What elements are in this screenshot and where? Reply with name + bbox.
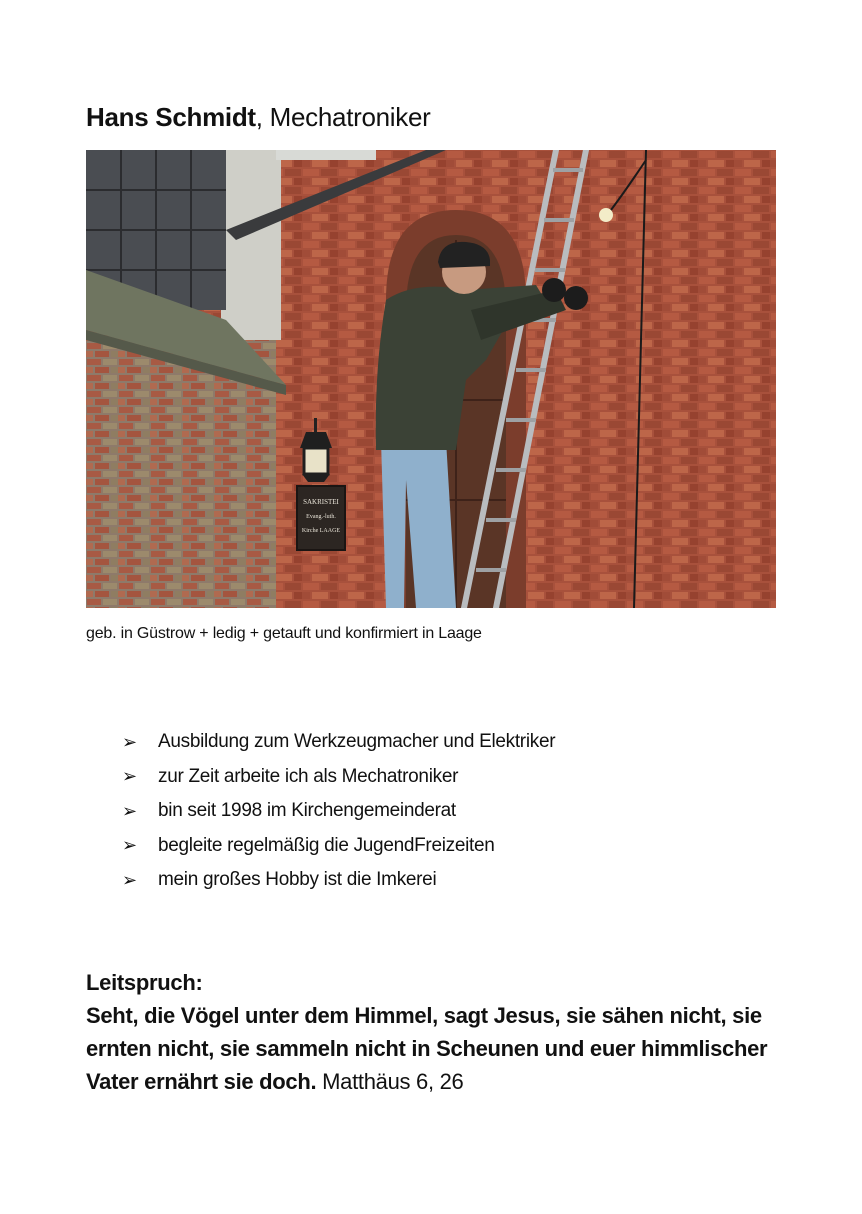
list-item — [122, 829, 555, 864]
list-item-text: mein großes Hobby ist die Imkerei — [158, 869, 437, 891]
arrow-bullet-icon: ➢ — [122, 835, 137, 856]
bullet-list — [122, 725, 555, 898]
photo-caption: geb. in Güstrow + ledig + getauft und konfirmiert in Laage — [86, 625, 482, 642]
list-item-text: zur Zeit arbeite ich als Mechatroniker — [158, 765, 459, 787]
motto-section — [86, 966, 786, 1098]
arrow-bullet-icon: ➢ — [122, 766, 137, 787]
list-item — [122, 760, 555, 795]
sign-line-1: SAKRISTEI — [303, 498, 339, 506]
list-item-text: begleite regelmäßig die JugendFreizeiten — [158, 834, 495, 856]
sign-line-3: Kirche LAAGE — [301, 528, 341, 534]
page-title — [86, 100, 431, 134]
motto-verse: Seht, die Vögel unter dem Himmel, sagt Jesus, sie sähen nicht, sie ernten nicht, sie sammeln nicht in Scheunen und euer himmlischer Vater ernährt sie doch. — [86, 1003, 768, 1094]
person-name: Hans Schmidt — [86, 102, 256, 132]
list-item — [122, 725, 555, 760]
motto-label: Leitspruch: — [86, 970, 203, 995]
list-item — [122, 863, 555, 898]
motto-reference: Matthäus 6, 26 — [322, 1069, 464, 1094]
arrow-bullet-icon: ➢ — [122, 800, 137, 821]
list-item-text: bin seit 1998 im Kirchengemeinderat — [158, 800, 456, 822]
arrow-bullet-icon: ➢ — [122, 869, 137, 890]
title-separator: , — [255, 102, 263, 132]
arrow-bullet-icon: ➢ — [122, 731, 137, 752]
person-profession: Mechatroniker — [269, 102, 431, 132]
list-item-text: Ausbildung zum Werkzeugmacher und Elektriker — [158, 731, 556, 753]
list-item — [122, 794, 555, 829]
sign-line-2: Evang.-luth. — [306, 514, 336, 520]
portrait-photo — [86, 150, 776, 608]
